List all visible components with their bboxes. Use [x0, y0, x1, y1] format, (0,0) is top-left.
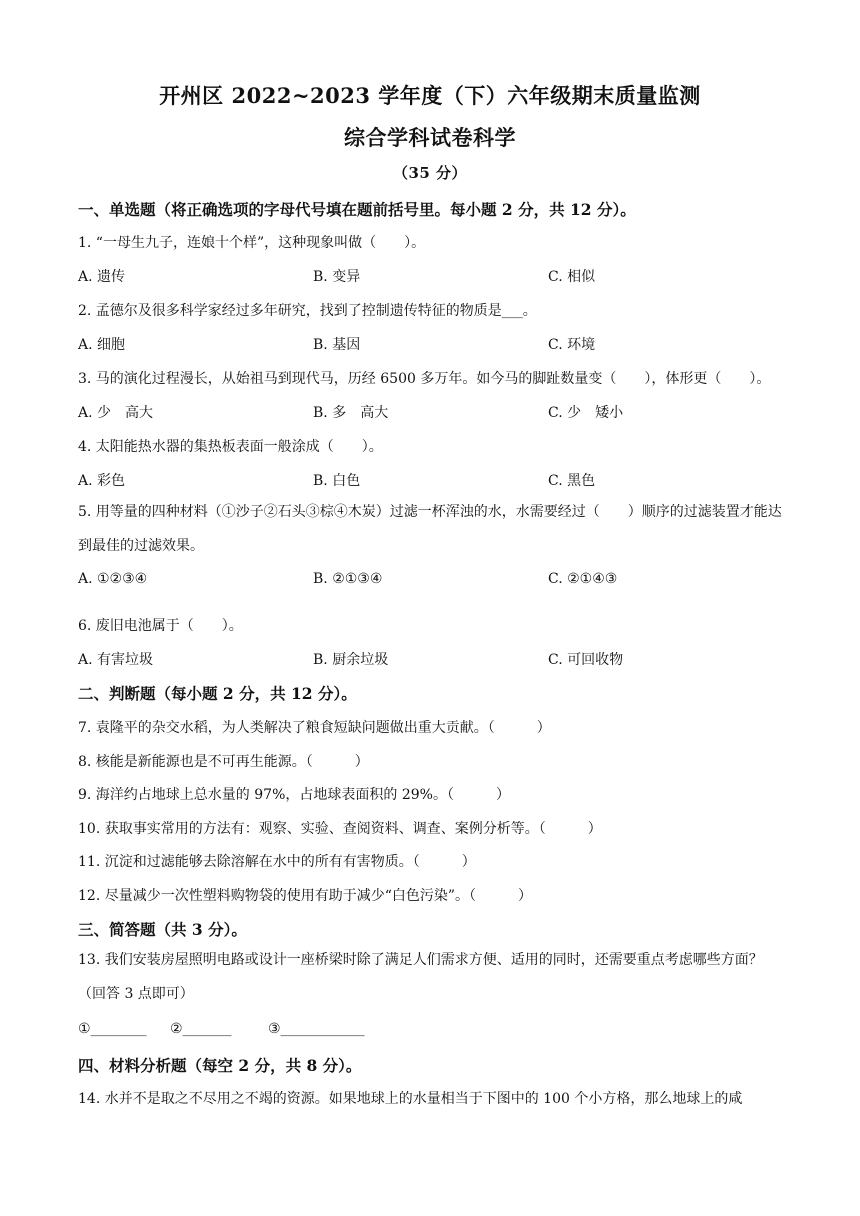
exam-score: （35 分） [392, 164, 468, 182]
q1-option-b: B. 变异 [313, 269, 361, 285]
q4-option-a: A. 彩色 [78, 473, 126, 489]
judge-item: 10. 获取事实常用的方法有：观察、实验、查阅资料、调查、案例分析等。（ ） [78, 821, 602, 837]
section1-heading: 一、单选题（将正确选项的字母代号填在题前括号里。每小题 2 分，共 12 分）。 [78, 200, 636, 219]
judge-item: 9. 海洋约占地球上总水量的 97%，占地球表面积的 29%。（ ） [78, 787, 510, 803]
section4-heading: 四、材料分析题（每空 2 分，共 8 分）。 [78, 1056, 362, 1075]
q14-stem: 14. 水并不是取之不尽用之不竭的资源。如果地球上的水量相当于下图中的 100 个小方格，那么地球上的咸 [78, 1091, 743, 1107]
q2-stem: 2. 孟德尔及很多科学家经过多年研究，找到了控制遗传特征的物质是___。 [78, 303, 537, 319]
q3-option-b: B. 多 高大 [313, 405, 389, 421]
q1-option-c: C. 相似 [548, 269, 596, 285]
q13-stem: 13. 我们安装房屋照明电路或设计一座桥梁时除了满足人们需求方便、适用的同时，还需要重点考虑哪些方面？ （回答 3 点即可） [78, 952, 777, 1002]
exam-subtitle: 综合学科试卷科学 [344, 125, 516, 150]
q6-option-b: B. 厨余垃圾 [313, 652, 389, 668]
q2-option-b: B. 基因 [313, 337, 361, 353]
judge-item: 11. 沉淀和过滤能够去除溶解在水中的所有有害物质。（ ） [78, 854, 476, 870]
q13-blank-2[interactable]: ②_______ [170, 1021, 232, 1037]
q4-stem: 4. 太阳能热水器的集热板表面一般涂成（ ）。 [78, 439, 383, 455]
exam-title: 开州区 2022~2023 学年度（下）六年级期末质量监测 [159, 83, 701, 108]
q13-blank-1[interactable]: ①________ [78, 1021, 147, 1037]
q6-option-c: C. 可回收物 [548, 652, 624, 668]
q1-stem: 1. “一母生九子，连娘十个样”，这种现象叫做（ ）。 [78, 235, 426, 251]
q3-option-a: A. 少 高大 [78, 405, 154, 421]
q5-stem: 5. 用等量的四种材料（①沙子②石头③棕④木炭）过滤一杯浑浊的水，水需要经过（ ）顺序的过滤装置才能达到最佳的过滤效果。 [78, 504, 782, 554]
q1-option-a: A. 遗传 [78, 269, 126, 285]
section2-heading: 二、判断题（每小题 2 分，共 12 分）。 [78, 684, 357, 703]
q6-stem: 6. 废旧电池属于（ ）。 [78, 618, 243, 634]
judge-item: 12. 尽量减少一次性塑料购物袋的使用有助于减少“白色污染”。（ ） [78, 888, 533, 904]
q2-option-a: A. 细胞 [78, 337, 126, 353]
q5-option-c: C. ②①④③ [548, 571, 618, 587]
section3-heading: 三、简答题（共 3 分）。 [78, 920, 247, 939]
q3-stem: 3. 马的演化过程漫长，从始祖马到现代马，历经 6500 多万年。如今马的脚趾数量变（ ），体形更（ ）。 [78, 371, 771, 387]
q13-blank-3[interactable]: ③____________ [268, 1021, 365, 1037]
judge-item: 8. 核能是新能源也是不可再生能源。（ ） [78, 754, 369, 770]
q6-option-a: A. 有害垃圾 [78, 652, 154, 668]
q2-option-c: C. 环境 [548, 337, 596, 353]
q3-option-c: C. 少 矮小 [548, 405, 624, 421]
q4-option-b: B. 白色 [313, 473, 361, 489]
q5-option-b: B. ②①③④ [313, 571, 383, 587]
q4-option-c: C. 黑色 [548, 473, 596, 489]
judge-item: 7. 袁隆平的杂交水稻，为人类解决了粮食短缺问题做出重大贡献。（ ） [78, 720, 551, 736]
q5-option-a: A. ①②③④ [78, 571, 148, 587]
